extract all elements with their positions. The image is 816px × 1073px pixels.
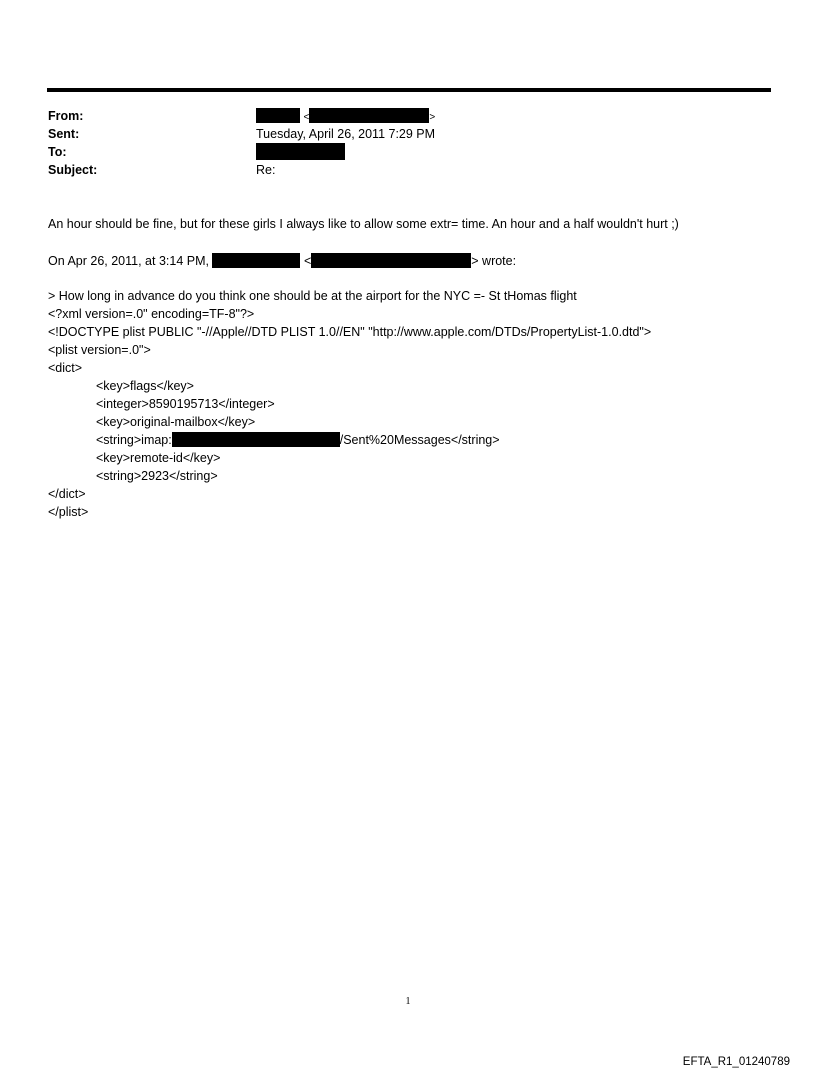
redacted-quoted-name	[212, 253, 300, 268]
quote-attribution: On Apr 26, 2011, at 3:14 PM, < > wrote:	[48, 254, 517, 268]
quoted-line: <!DOCTYPE plist PUBLIC "-//Apple//DTD PLIST 1.0//EN" "http://www.apple.com/DTDs/PropertyList-1.0.dtd">	[48, 325, 652, 339]
sent-value: Tuesday, April 26, 2011 7:29 PM	[256, 127, 436, 141]
document-id: EFTA_R1_01240789	[682, 1056, 790, 1068]
subject-label: Subject:	[48, 163, 98, 177]
header-rule	[47, 88, 771, 92]
quoted-line: </dict>	[48, 487, 86, 501]
redacted-recipient	[256, 143, 345, 160]
redacted-imap-address	[172, 432, 340, 447]
dict-line: <integer>8590195713</integer>	[96, 397, 275, 411]
dict-line: <key>original-mailbox</key>	[96, 415, 256, 429]
to-label: To:	[48, 145, 67, 159]
reply-text: An hour should be fine, but for these girls I always like to allow some extr= time. An hour and a half wouldn't hurt ;)	[48, 217, 679, 231]
dict-line: <string>2923</string>	[96, 469, 218, 483]
quoted-line: <?xml version=.0" encoding=TF-8"?>	[48, 307, 255, 321]
dict-line: <key>remote-id</key>	[96, 451, 221, 465]
sent-label: Sent:	[48, 127, 80, 141]
redacted-sender-email	[309, 108, 429, 123]
dict-line-imap: <string>imap: /Sent%20Messages</string>	[96, 433, 500, 447]
quoted-line: </plist>	[48, 505, 89, 519]
redacted-quoted-email	[311, 253, 471, 268]
from-label: From:	[48, 109, 84, 123]
quoted-line: <plist version=.0">	[48, 343, 151, 357]
to-value	[256, 143, 345, 162]
dict-line: <key>flags</key>	[96, 379, 194, 393]
from-value: < >	[256, 107, 435, 127]
page-number: 1	[405, 996, 411, 1007]
redacted-sender-name	[256, 108, 300, 123]
quoted-line: > How long in advance do you think one should be at the airport for the NYC =- St tHomas flight	[48, 289, 577, 303]
quoted-line: <dict>	[48, 361, 83, 375]
subject-value: Re:	[256, 163, 276, 177]
